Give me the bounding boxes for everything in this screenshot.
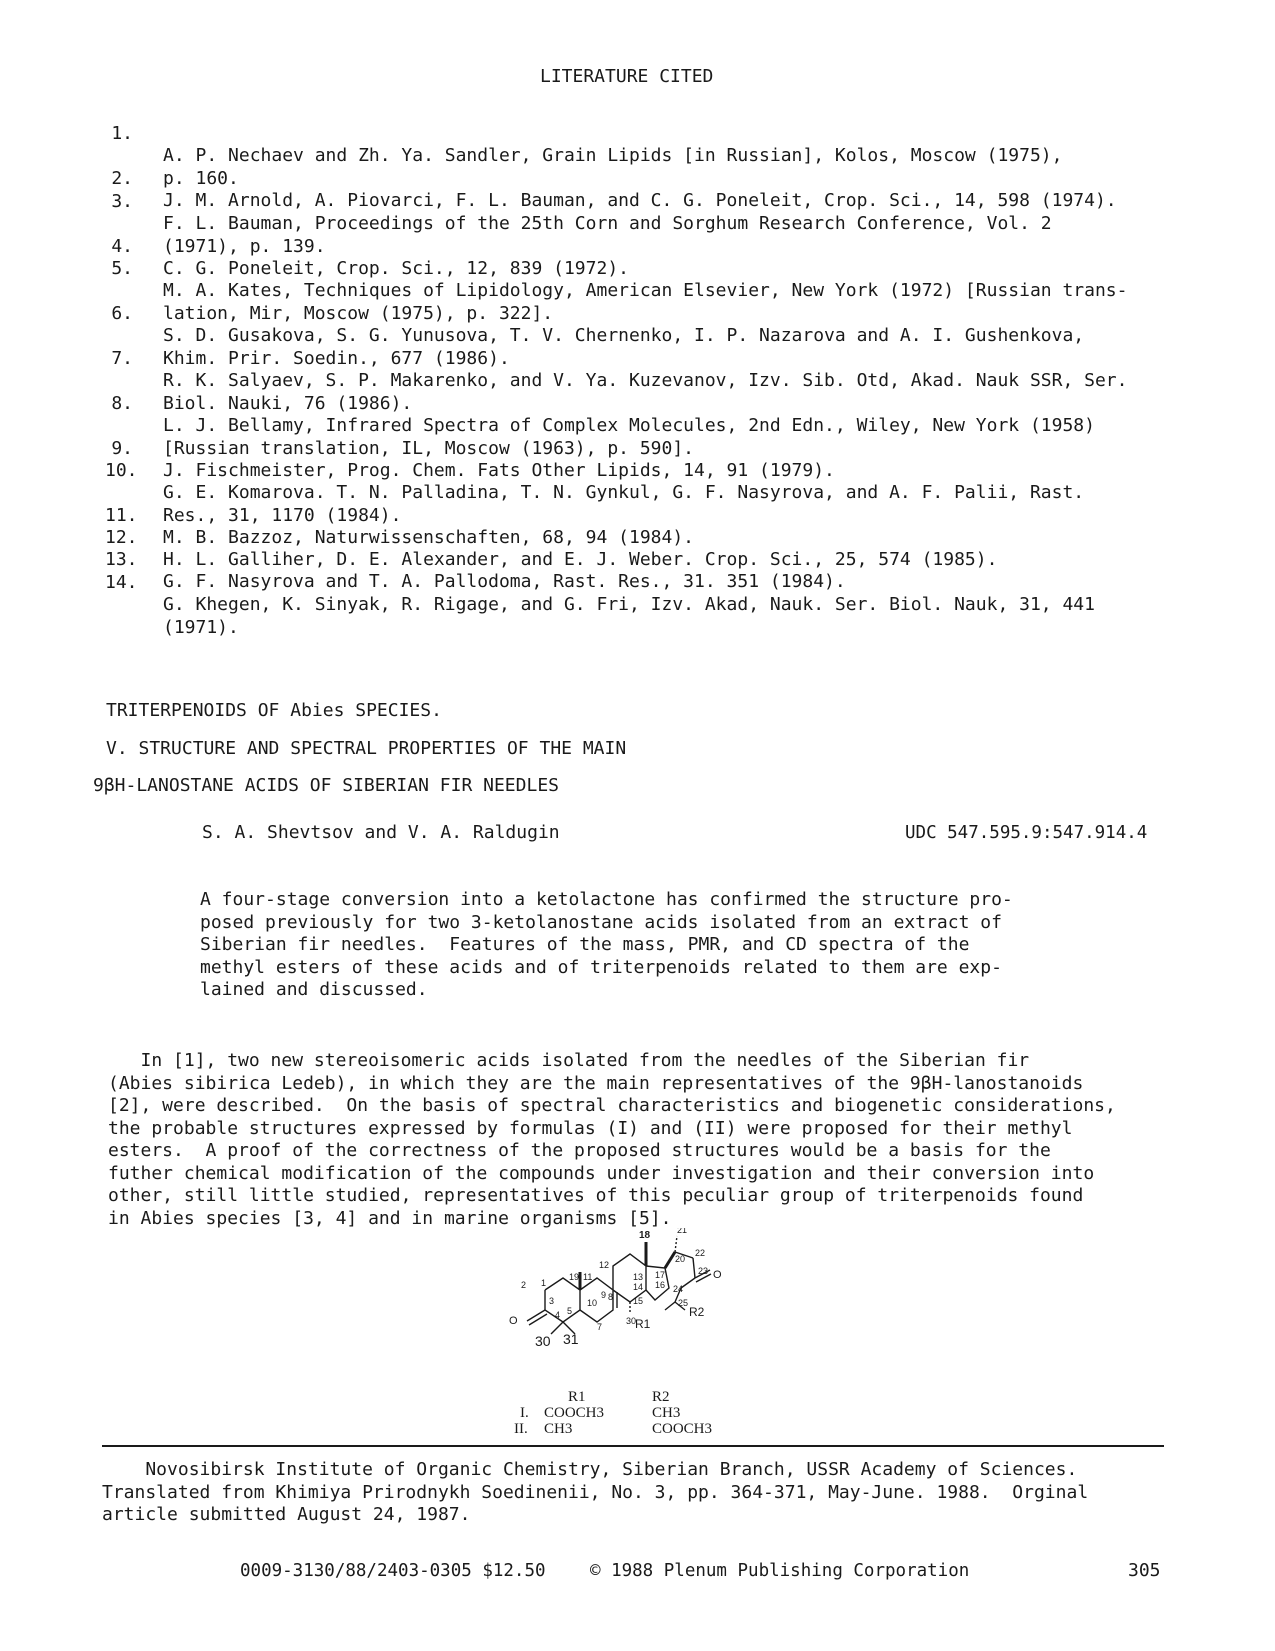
legend-row-r2: CH3 [652, 1405, 681, 1421]
reference-number: 6. [111, 302, 133, 324]
reference-text: C. G. Poneleit, Crop. Sci., 12, 839 (1972). [163, 258, 629, 279]
svg-text:25: 25 [678, 1298, 689, 1308]
reference-text: H. L. Galliher, D. E. Alexander, and E. J. Weber. Crop. Sci., 25, 574 (1985). [163, 549, 998, 570]
legend-row-r2: COOCH3 [652, 1421, 713, 1437]
svg-text:10: 10 [587, 1298, 598, 1308]
article-title-line-1: TRITERPENOIDS OF Abies SPECIES. [106, 700, 442, 721]
svg-text:21: 21 [677, 1228, 688, 1235]
reference-number: 7. [111, 347, 133, 369]
svg-text:O: O [509, 1315, 518, 1327]
reference-text: A. P. Nechaev and Zh. Ya. Sandler, Grain Lipids [in Russian], Kolos, Moscow (1975), p. 160. [163, 145, 1063, 189]
reference-number: 9. [111, 437, 133, 459]
reference-text: M. A. Kates, Techniques of Lipidology, American Elsevier, New York (1972) [Russian trans- lation, Mir, Moscow (1975), p. 322]. [163, 280, 1128, 324]
svg-text:5: 5 [567, 1306, 573, 1316]
svg-text:22: 22 [695, 1248, 706, 1258]
svg-text:3: 3 [549, 1296, 555, 1306]
reference-text: J. Fischmeister, Prog. Chem. Fats Other Lipids, 14, 91 (1979). [163, 460, 835, 481]
footer-copyright: © 1988 Plenum Publishing Corporation [590, 1561, 970, 1581]
reference-number: 13. [105, 548, 138, 570]
svg-text:31: 31 [563, 1331, 579, 1347]
svg-text:1: 1 [541, 1278, 547, 1288]
legend-row-label: II. [514, 1421, 528, 1437]
reference-text: R. K. Salyaev, S. P. Makarenko, and V. Ya. Kuzevanov, Izv. Sib. Otd, Akad. Nauk SSR, Ser. Biol. Nauki, 76 (1986). [163, 370, 1128, 414]
svg-text:2: 2 [521, 1280, 527, 1290]
atom-numbering [509, 1228, 722, 1349]
literature-cited-heading: LITERATURE CITED [540, 66, 714, 87]
reference-number: 1. [111, 122, 133, 144]
svg-text:7: 7 [597, 1322, 603, 1332]
article-title-line-2: V. STRUCTURE AND SPECTRAL PROPERTIES OF THE MAIN [106, 738, 627, 759]
page-number: 305 [1128, 1560, 1161, 1581]
reference-text: L. J. Bellamy, Infrared Spectra of Complex Molecules, 2nd Edn., Wiley, New York (1958) [Russian translation, IL, Moscow (1963), p. 590]. [163, 415, 1095, 459]
svg-text:18: 18 [639, 1230, 651, 1241]
body-paragraph: In [1], two new stereoisomeric acids isolated from the needles of the Siberian fir (Abies sibirica Ledeb), in which they are the main representatives of the 9βH-lanostanoids [2], were described. On the basis of spectral characteristics and biogenetic considerations, the probable structures expressed by formulas (I) and (II) were proposed for their methyl esters. A proof of the correctness of the proposed structures would be a basis for the futher chemical modification of the compounds under investigation and their conversion into other, still little studied, representatives of this peculiar group of triterpenoids found in Abies species [3, 4] and in marine organisms [5]. [108, 1050, 1116, 1229]
reference-text: M. B. Bazzoz, Naturwissenschaften, 68, 94 (1984). [163, 527, 695, 548]
svg-text:16: 16 [655, 1280, 666, 1290]
footnote-divider [102, 1445, 1164, 1447]
legend-header-r2: R2 [652, 1389, 670, 1405]
abstract: A four-stage conversion into a ketolactone has confirmed the structure pro- posed previously for two 3-ketolanostane acids isolated from an extract of Siberian fir needles. Features of the mass, PMR, and CD spectra of the methyl esters of these acids and of triterpenoids related to them are exp- lained and discussed. [200, 889, 1013, 1000]
reference-number: 14. [105, 571, 138, 593]
reference-text: J. M. Arnold, A. Piovarci, F. L. Bauman, and C. G. Poneleit, Crop. Sci., 14, 598 (1974). [163, 190, 1117, 211]
reference-text: F. L. Bauman, Proceedings of the 25th Corn and Sorghum Research Conference, Vol. 2 (1971), p. 139. [163, 213, 1052, 257]
reference-number: 4. [111, 235, 133, 257]
svg-text:15: 15 [633, 1296, 644, 1306]
reference-number: 12. [105, 526, 138, 548]
reference-text: S. D. Gusakova, S. G. Yunusova, T. V. Chernenko, I. P. Nazarova and A. I. Gushenkova, Khim. Prir. Soedin., 677 (1986). [163, 325, 1085, 369]
svg-text:R1: R1 [635, 1317, 651, 1331]
svg-text:9: 9 [601, 1290, 607, 1300]
svg-text:13: 13 [633, 1272, 644, 1282]
reference-number: 2. [111, 167, 133, 189]
article-title-line-3: 9βH-LANOSTANE ACIDS OF SIBERIAN FIR NEEDLES [93, 775, 559, 796]
footer-publication-code: 0009-3130/88/2403-0305 $12.50 [240, 1561, 546, 1581]
svg-text:20: 20 [675, 1254, 686, 1264]
svg-text:17: 17 [655, 1270, 666, 1280]
svg-text:11: 11 [583, 1272, 593, 1282]
svg-text:24: 24 [673, 1284, 684, 1294]
udc-code: UDC 547.595.9:547.914.4 [905, 823, 1148, 843]
reference-text: G. Khegen, K. Sinyak, R. Rigage, and G. Fri, Izv. Akad, Nauk. Ser. Biol. Nauk, 31, 441 (1971). [163, 594, 1095, 638]
svg-text:4: 4 [555, 1310, 561, 1320]
svg-text:12: 12 [599, 1260, 610, 1270]
reference-number: 5. [111, 257, 133, 279]
svg-text:23: 23 [698, 1266, 709, 1276]
svg-text:14: 14 [633, 1282, 644, 1292]
legend-row-label: I. [520, 1405, 529, 1421]
svg-text:O: O [713, 1269, 722, 1281]
lanostane-structure-diagram [505, 1228, 775, 1360]
svg-text:R2: R2 [689, 1305, 705, 1319]
legend-row-r1: COOCH3 [544, 1405, 605, 1421]
legend-header-r1: R1 [568, 1389, 586, 1405]
svg-text:30: 30 [535, 1333, 551, 1349]
article-authors: S. A. Shevtsov and V. A. Raldugin [202, 822, 560, 843]
reference-text: G. F. Nasyrova and T. A. Pallodoma, Rast. Res., 31. 351 (1984). [163, 571, 846, 592]
reference-number: 10. [105, 459, 138, 481]
reference-number: 11. [105, 504, 138, 526]
reference-text: G. E. Komarova. T. N. Palladina, T. N. Gynkul, G. F. Nasyrova, and A. F. Palii, Rast. Res., 31, 1170 (1984). [163, 482, 1085, 526]
footnote: Novosibirsk Institute of Organic Chemistry, Siberian Branch, USSR Academy of Sciences. Translated from Khimiya Prirodnykh Soedinenii, No. 3, pp. 364-371, May-June. 1988. Orginal article submitted August 24, 1987. [102, 1459, 1089, 1525]
reference-number: 3. [111, 190, 133, 212]
legend-row-r1: CH3 [544, 1421, 573, 1437]
svg-text:19: 19 [569, 1272, 580, 1282]
svg-text:8: 8 [608, 1292, 614, 1302]
reference-number: 8. [111, 392, 133, 414]
svg-text:30: 30 [626, 1316, 637, 1326]
